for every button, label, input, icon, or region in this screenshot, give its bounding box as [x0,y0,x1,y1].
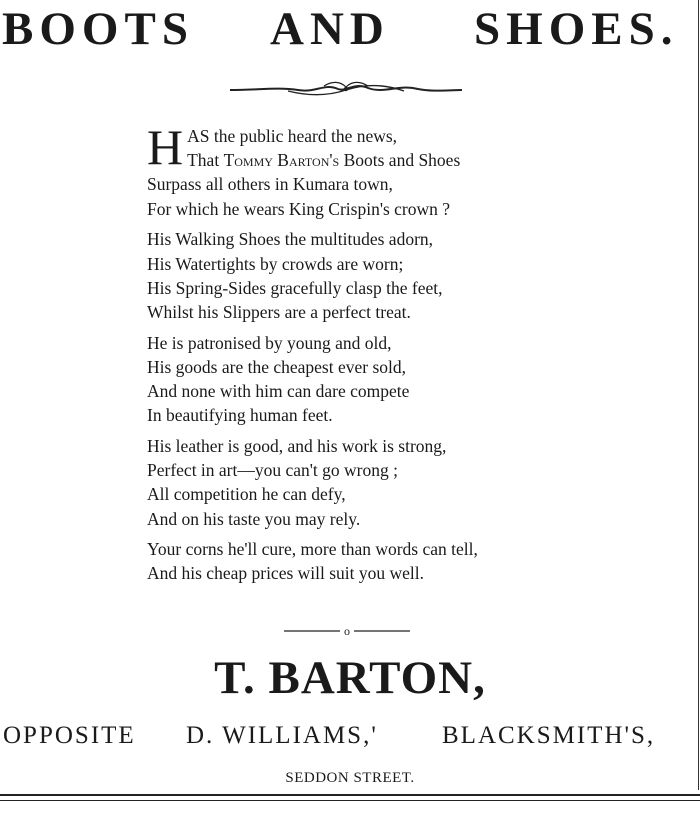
headline-word-and: AND [270,3,390,55]
poem [147,119,577,592]
address-business: BLACKSMITH'S, [442,722,656,749]
address-landmark: D. WILLIAMS,' [186,722,378,749]
headline [0,4,700,54]
poem-line: In beautifying human feet. [147,405,333,426]
poem-line: And his cheap prices will suit you well. [147,563,425,584]
poem-line: Your corns he'll cure, more than words can tell, [147,539,478,560]
drop-cap: H [147,119,184,175]
poem-line: His leather is good, and his work is strong, [147,435,447,456]
poem-line: His goods are the cheapest ever sold, [147,356,407,377]
bottom-rule [0,794,700,796]
poem-line: For which he wears King Crispin's crown ? [147,198,451,219]
name-smallcaps: Tommy Barton's [223,150,340,171]
merchant-name: T. BARTON, [214,652,486,704]
stanza-4 [147,434,577,531]
poem-line: All competition he can defy, [147,484,346,505]
poem-line: Surpass all others in Kumara town, [147,174,393,195]
divider-mark: o [344,624,350,637]
poem-line: He is patronised by young and old, [147,332,392,353]
headline-word-boots: BOOTS [2,3,194,55]
flourish-ornament-icon [228,78,464,100]
address-opposite: OPPOSITE [3,722,136,749]
poem-line: His Walking Shoes the multitudes adorn, [147,229,434,250]
poem-line: AS the public heard the news, [187,126,398,146]
address-line [0,718,700,754]
poem-line: And none with him can dare compete [147,381,410,402]
poem-line: His Spring-Sides gracefully clasp the feet, [147,277,443,298]
poem-line: And on his taste you may rely. [147,508,361,529]
street-name: SEDDON STREET. [285,770,415,786]
poem-line: Whilst his Slippers are a perfect treat. [147,301,411,322]
stanza-3 [147,331,577,428]
poem-line: That Tommy Barton's Boots and Shoes [187,150,461,171]
poem-line: Perfect in art—you can't go wrong ; [147,460,398,481]
poem-line: His Watertights by crowds are worn; [147,253,404,274]
stanza-2 [147,227,577,324]
stanza-1 [147,119,577,221]
bottom-rule [0,800,700,801]
divider [282,623,412,637]
stanza-5 [147,537,577,585]
headline-word-shoes: SHOES. [474,3,679,55]
